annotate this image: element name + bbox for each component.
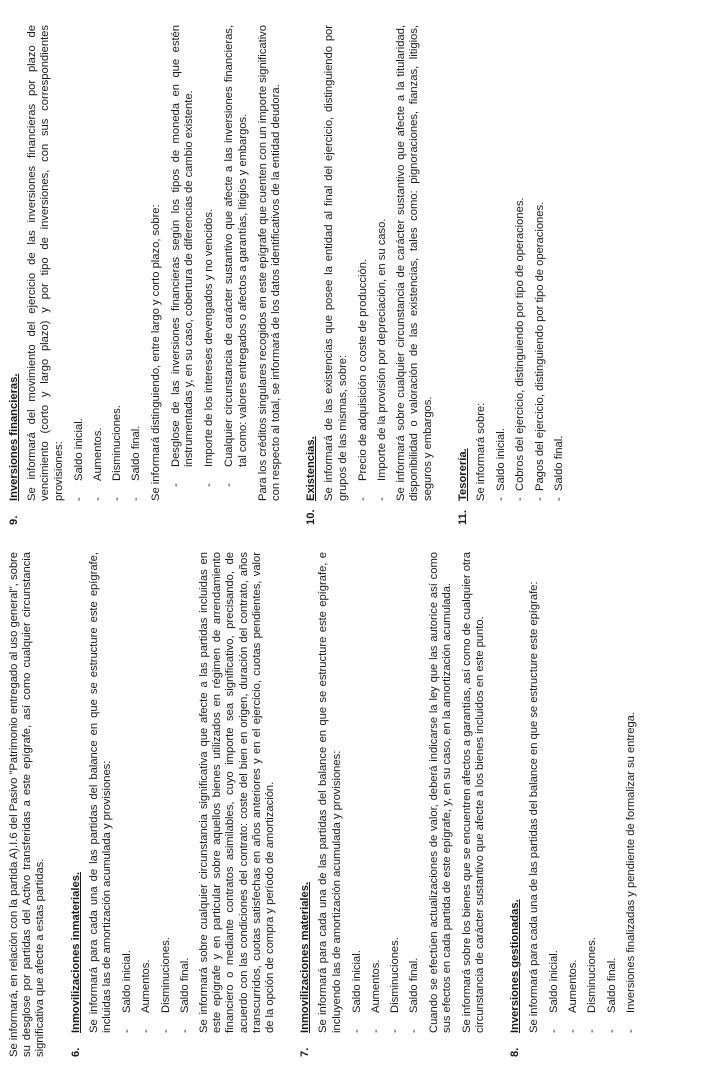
section-number: 8. bbox=[509, 1047, 522, 1057]
section-lead: Se informará de las existencias que posee la entidad al final del ejercicio, distinguiendo por grupos de las mismas, sobre: bbox=[323, 25, 349, 501]
list-item: - Saldo inicial. bbox=[495, 428, 508, 501]
section-lead: Se informará para cada una de las partidas del balance en que se estructure este epígrafe: bbox=[527, 581, 540, 1033]
section-lead: Se informará para cada una de las partidas del balance en que se estructure este epígrafe, e incluyendo las de amortización acumulada y provisiones: bbox=[317, 552, 343, 1033]
section-paragraph: Cuando se efectúen actualizaciones de valor, deberá indicarse la ley que las autorice así como sus efectos en cada partida de este epígrafe, y, en su caso, en la amortización acumulada. bbox=[427, 552, 453, 1033]
list-item: - Importe de los intereses devengados y no vencidos. bbox=[203, 208, 216, 487]
item-list bbox=[73, 25, 144, 501]
list-item: - Disminuciones. bbox=[586, 937, 599, 1033]
section-heading bbox=[509, 552, 522, 1057]
section-closing: Para los créditos singulares recogidos en este epígrafe que cuenten con un importe significativo con respecto al total, se informará de los datos identificativos de la entidad deudora. bbox=[256, 25, 283, 501]
dash-bullet-icon: - bbox=[223, 483, 236, 487]
list-item: - Saldo inicial. bbox=[72, 418, 85, 501]
list-item: - Importe de la provisión por depreciación, en su caso. bbox=[376, 218, 389, 501]
section-8-managed-investments bbox=[509, 552, 637, 1057]
left-column bbox=[8, 552, 644, 1057]
list-item: - Inversiones finalizadas y pendiente de formalizar su entrega. bbox=[624, 712, 637, 1033]
list-item: - Saldo final. bbox=[130, 425, 143, 501]
list-item: - Aumentos. bbox=[567, 959, 580, 1033]
item-list bbox=[495, 25, 566, 501]
dash-bullet-icon: - bbox=[356, 497, 369, 501]
section-heading bbox=[70, 552, 83, 1057]
dash-bullet-icon: - bbox=[495, 497, 508, 501]
item-list bbox=[351, 552, 422, 1033]
section-heading bbox=[457, 25, 470, 525]
section-9-financial-investments bbox=[8, 25, 283, 525]
section-title: Inmovilizaciones inmateriales. bbox=[69, 871, 82, 1033]
list-item: - Saldo inicial. bbox=[547, 950, 560, 1033]
section-paragraph: Se informará sobre cualquier circunstancia significativa que afecte a las partidas incluidas en este epígrafe y en particular sobre aquellos bienes utilizados en régimen de arrendamiento financiero o mediante contratos asimilables, cuyo importe sea significativo, precisando, de acuerdo con las condiciones del contrato: coste del bien en origen, duración del contrato, años transcurridos, cuotas satisfechas en años anteriores y en el ejercicio, cuotas pendientes, valor de la opción de compra y período de amortización. bbox=[198, 552, 277, 1033]
section-11-treasury bbox=[457, 25, 566, 525]
section-6-intangible-assets bbox=[70, 552, 278, 1057]
dash-bullet-icon: - bbox=[533, 497, 546, 501]
dash-bullet-icon: - bbox=[130, 497, 143, 501]
section-sub-lead: Se informará distinguiendo, entre largo y corto plazo, sobre: bbox=[149, 204, 162, 501]
item-list bbox=[121, 552, 192, 1033]
section-number: 11. bbox=[456, 510, 469, 525]
dash-bullet-icon: - bbox=[586, 1029, 599, 1033]
dash-bullet-icon: - bbox=[408, 1029, 421, 1033]
list-item: - Cobros del ejercicio, distinguiendo por tipo de operaciones. bbox=[514, 197, 527, 501]
dash-bullet-icon: - bbox=[121, 1029, 134, 1033]
list-item: - Aumentos. bbox=[92, 427, 105, 501]
dash-bullet-icon: - bbox=[389, 1029, 402, 1033]
section-heading bbox=[8, 25, 21, 525]
section-title: Tesorería. bbox=[456, 448, 469, 501]
dash-bullet-icon: - bbox=[159, 1029, 172, 1033]
list-item: - Saldo final. bbox=[408, 957, 421, 1033]
dash-bullet-icon: - bbox=[567, 1029, 580, 1033]
section-heading bbox=[305, 25, 318, 525]
intro-paragraph: Se informará, en relación con la partida A).I.6 del Pasivo "Patrimonio entregado al uso general", sobre su desglose por partidas del Activo transferidas a este epígrafe, así como cualquier circunstancia significativa que afecte a estas partidas. bbox=[8, 552, 47, 1057]
list-item: - Saldo inicial. bbox=[121, 950, 134, 1033]
section-number: 6. bbox=[69, 1047, 82, 1057]
dash-bullet-icon: - bbox=[547, 1029, 560, 1033]
dash-bullet-icon: - bbox=[140, 1029, 153, 1033]
dash-bullet-icon: - bbox=[178, 1029, 191, 1033]
dash-bullet-icon: - bbox=[514, 497, 527, 501]
right-column bbox=[8, 25, 572, 525]
dash-bullet-icon: - bbox=[370, 1029, 383, 1033]
section-number: 9. bbox=[8, 515, 20, 525]
section-title: Inversiones gestionadas. bbox=[509, 899, 522, 1033]
section-number: 7. bbox=[299, 1047, 312, 1057]
dash-bullet-icon: - bbox=[350, 1029, 363, 1033]
list-item: - Saldo inicial. bbox=[350, 950, 363, 1033]
section-lead: Se informará del movimiento del ejercicio de las inversiones financieras por plazo de vencimiento (corto y largo plazo) y por tipo de inversiones, con sus correspondientes provisiones: bbox=[26, 25, 65, 501]
dash-bullet-icon: - bbox=[376, 497, 389, 501]
list-item: - Desglose de las inversiones financieras según los tipos de moneda en que estén instrumentadas y, en su caso, cobertura de diferencias de cambio existente. bbox=[169, 25, 196, 487]
list-item: - Saldo final. bbox=[552, 435, 565, 501]
item-list bbox=[357, 25, 389, 501]
sub-item-list bbox=[170, 25, 250, 501]
list-item: - Aumentos. bbox=[140, 959, 153, 1033]
list-item: - Disminuciones. bbox=[159, 937, 172, 1033]
list-item: - Saldo final. bbox=[605, 957, 618, 1033]
list-item: - Precio de adquisición o coste de producción. bbox=[356, 258, 369, 501]
section-closing: Se informará sobre cualquier circunstancia de carácter sustantivo que afecte a la titularidad, disponibilidad o valoración de las existencias, tales como: pignoraciones, fianzas, litigios, seguros y embargos. bbox=[395, 25, 434, 501]
section-lead: Se informará para cada una de las partidas del balance en que se estructure este epígrafe, incluidas las de amortización acumulada y provisiones: bbox=[87, 552, 114, 1033]
list-item: - Pagos del ejercicio, distinguiendo por tipo de operaciones. bbox=[533, 201, 546, 501]
dash-bullet-icon: - bbox=[92, 497, 105, 501]
section-lead: Se informará sobre: bbox=[475, 402, 488, 501]
section-title: Inversiones financieras. bbox=[8, 373, 20, 501]
item-list bbox=[548, 552, 638, 1033]
section-title: Existencias. bbox=[305, 436, 318, 501]
dash-bullet-icon: - bbox=[605, 1029, 618, 1033]
dash-bullet-icon: - bbox=[72, 497, 85, 501]
section-paragraph: Se informará sobre los bienes que se encuentren afectos a garantías, así como de cualquier otra circunstancia de carácter sustantivo que afecte a los bienes incluidos en este punto. bbox=[461, 552, 487, 1033]
section-title: Inmovilizaciones materiales. bbox=[299, 881, 312, 1033]
list-item: - Aumentos. bbox=[370, 959, 383, 1033]
list-item: - Disminuciones. bbox=[389, 937, 402, 1033]
list-item: - Cualquier circunstancia de carácter sustantivo que afecte a las inversiones financieras, tal como: valores entregados o afectos a garantías, litigios y embargos. bbox=[223, 25, 249, 487]
dash-bullet-icon: - bbox=[169, 483, 182, 487]
dash-bullet-icon: - bbox=[552, 497, 565, 501]
dash-bullet-icon: - bbox=[203, 483, 216, 487]
section-10-inventories bbox=[305, 25, 435, 525]
section-number: 10. bbox=[305, 509, 318, 525]
dash-bullet-icon: - bbox=[624, 1029, 637, 1033]
section-7-tangible-assets bbox=[299, 552, 487, 1057]
list-item: - Disminuciones. bbox=[111, 405, 124, 501]
section-heading bbox=[299, 552, 312, 1057]
dash-bullet-icon: - bbox=[111, 497, 124, 501]
list-item: - Saldo final. bbox=[178, 957, 191, 1033]
